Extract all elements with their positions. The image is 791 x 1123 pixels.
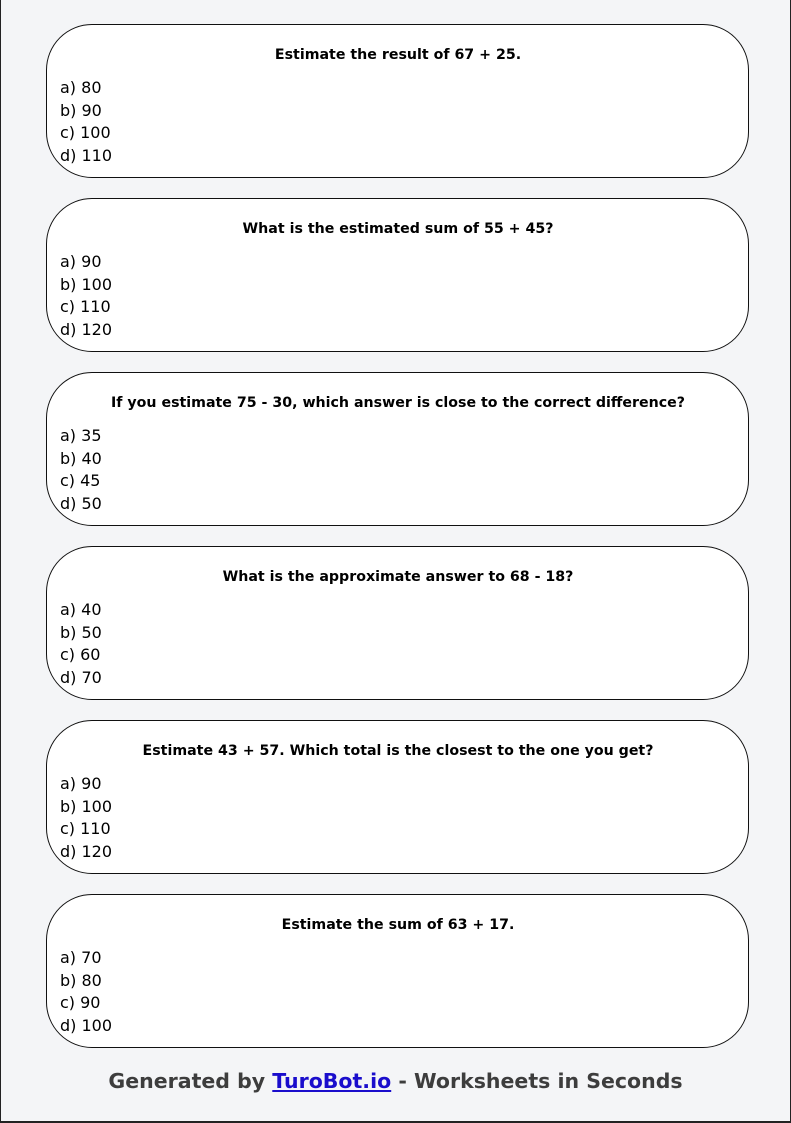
option-list (60, 425, 736, 515)
option-list (60, 773, 736, 863)
question-text: What is the estimated sum of 55 + 45? (242, 221, 554, 237)
question-card (46, 546, 749, 700)
option-a: a) 80 (60, 78, 102, 97)
question-card (46, 198, 749, 352)
option-c: c) 60 (60, 645, 101, 665)
option-c: c) 45 (60, 471, 101, 491)
option-c: c) 90 (60, 993, 101, 1013)
question-card (46, 24, 749, 178)
question-text: Estimate the sum of 63 + 17. (281, 917, 515, 933)
option-b: b) 40 (60, 448, 102, 468)
question-card (46, 372, 749, 526)
option-d: d) 120 (60, 841, 113, 861)
option-d: d) 50 (60, 493, 102, 513)
option-b: b) 50 (60, 622, 102, 642)
option-a: a) 35 (60, 426, 102, 445)
option-a: a) 90 (60, 774, 102, 793)
option-c: c) 110 (60, 819, 111, 839)
footer (0, 1069, 791, 1093)
option-list (60, 251, 736, 341)
turobot-link[interactable]: TuroBot.io (272, 1069, 392, 1093)
question-text: Estimate 43 + 57. Which total is the closest to the one you get? (142, 743, 654, 759)
question-card (46, 894, 749, 1048)
option-b: b) 100 (60, 274, 113, 294)
option-d: d) 120 (60, 319, 113, 339)
option-b: b) 100 (60, 796, 113, 816)
option-b: b) 80 (60, 970, 102, 990)
option-list (60, 77, 736, 167)
option-a: a) 70 (60, 948, 102, 967)
question-text: What is the approximate answer to 68 - 18? (222, 569, 574, 585)
question-list (46, 24, 749, 1068)
question-card (46, 720, 749, 874)
option-list (60, 599, 736, 689)
option-a: a) 90 (60, 252, 102, 271)
option-d: d) 100 (60, 1015, 113, 1035)
option-d: d) 110 (60, 145, 113, 165)
footer-prefix: Generated by (108, 1069, 273, 1093)
question-text: If you estimate 75 - 30, which answer is close to the correct difference? (111, 395, 685, 411)
option-c: c) 110 (60, 297, 111, 317)
option-list (60, 947, 736, 1037)
option-d: d) 70 (60, 667, 102, 687)
footer-suffix: - Worksheets in Seconds (391, 1069, 683, 1093)
option-a: a) 40 (60, 600, 102, 619)
question-text: Estimate the result of 67 + 25. (274, 47, 522, 63)
option-b: b) 90 (60, 100, 102, 120)
option-c: c) 100 (60, 123, 111, 143)
